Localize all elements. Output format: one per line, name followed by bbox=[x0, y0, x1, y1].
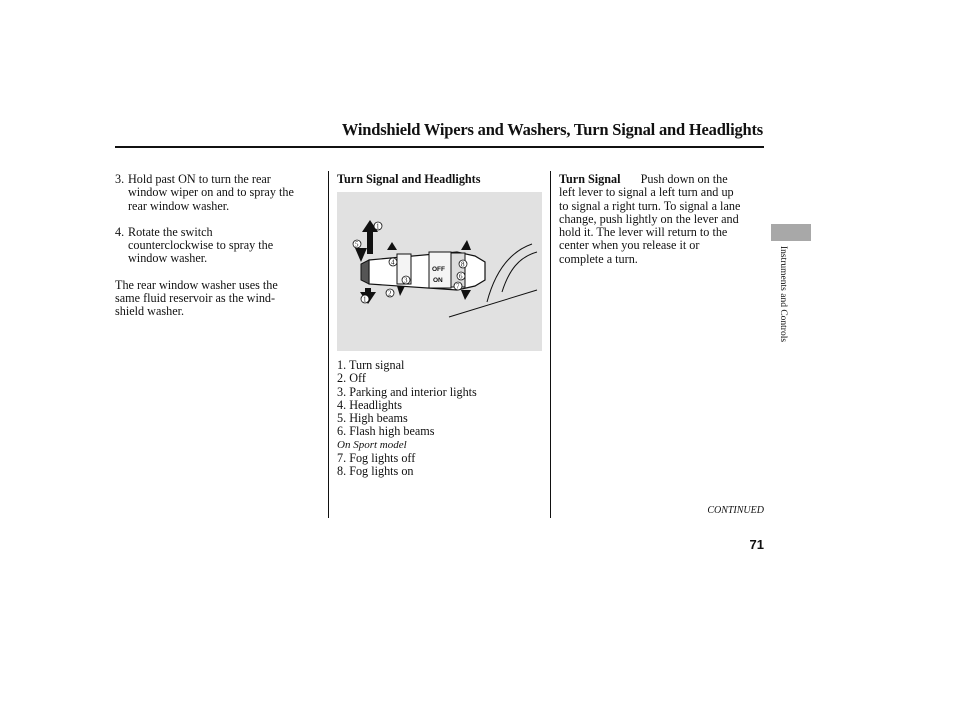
paragraph-line: same fluid reservoir as the wind- bbox=[115, 291, 276, 306]
lever-illustration bbox=[337, 192, 542, 351]
arrow-fog-off-icon bbox=[461, 290, 471, 300]
turn-signal-first-line bbox=[559, 173, 767, 186]
paragraph-line: hold it. The lever will return to the bbox=[559, 225, 728, 240]
list-item-line: window wiper on and to spray the bbox=[128, 185, 294, 200]
washer-paragraph bbox=[115, 279, 320, 319]
arrow-small-icon bbox=[387, 242, 397, 250]
legend-item: 1. Turn signal bbox=[337, 358, 405, 372]
list-item-number: 4. bbox=[115, 224, 125, 239]
callout-number: 1 bbox=[376, 222, 380, 231]
arrow-fog-on-icon bbox=[461, 240, 471, 250]
callout-number: 8 bbox=[461, 260, 465, 269]
list-item-line: Rotate the switch bbox=[128, 224, 213, 239]
page-number: 71 bbox=[749, 537, 764, 552]
callout-number: 3 bbox=[404, 276, 408, 285]
list-item-line: counterclockwise to spray the bbox=[128, 238, 274, 253]
paragraph-line: complete a turn. bbox=[559, 251, 638, 266]
callout-number: 1 bbox=[363, 295, 367, 304]
left-column bbox=[115, 173, 320, 319]
continued-label: CONTINUED bbox=[707, 505, 764, 516]
arrow-push-icon bbox=[355, 248, 367, 262]
callout-number: 4 bbox=[391, 258, 395, 267]
right-column bbox=[559, 173, 767, 266]
page-title: Windshield Wipers and Washers, Turn Signal and Headlights bbox=[341, 120, 763, 139]
callout-number: 5 bbox=[355, 240, 359, 249]
legend-item: 7. Fog lights off bbox=[337, 451, 416, 466]
legend-item: 8. Fog lights on bbox=[337, 464, 414, 479]
paragraph-line: Push down on the bbox=[640, 172, 728, 186]
switch-label-off: OFF bbox=[432, 266, 445, 273]
list-item bbox=[115, 173, 320, 213]
callout-number: 7 bbox=[456, 282, 460, 291]
title-divider bbox=[115, 146, 764, 148]
list-item-number: 3. bbox=[115, 172, 125, 186]
section-heading-turn-signal: Turn Signal bbox=[559, 172, 621, 186]
section-heading-turn-signal-headlights: Turn Signal and Headlights bbox=[337, 172, 481, 186]
paragraph-line: center when you release it or bbox=[559, 238, 700, 253]
column-divider-right bbox=[550, 171, 551, 518]
legend-model-note: On Sport model bbox=[337, 438, 407, 451]
paragraph-line: to signal a right turn. To signal a lane bbox=[559, 198, 741, 213]
lever-diagram bbox=[337, 192, 542, 351]
legend-item: 5. High beams bbox=[337, 411, 408, 426]
list-item-line: rear window washer. bbox=[128, 198, 230, 213]
legend-item: 2. Off bbox=[337, 371, 366, 386]
section-tab bbox=[771, 224, 811, 241]
list-item bbox=[115, 226, 320, 266]
switch-label-on: ON bbox=[433, 277, 443, 284]
legend-item: 4. Headlights bbox=[337, 397, 402, 412]
legend-item: 3. Parking and interior lights bbox=[337, 384, 477, 399]
list-item-line: Hold past ON to turn the rear bbox=[128, 172, 271, 186]
paragraph-line: change, push lightly on the lever and bbox=[559, 211, 739, 226]
paragraph-line: The rear window washer uses the bbox=[115, 277, 278, 292]
paragraph-line: shield washer. bbox=[115, 304, 185, 319]
figure-legend bbox=[337, 359, 542, 479]
list-item-line: window washer. bbox=[128, 251, 208, 266]
callout-number: 2 bbox=[388, 289, 392, 298]
column-divider-left bbox=[328, 171, 329, 518]
callout-number: 6 bbox=[459, 272, 463, 281]
arrow-small-icon bbox=[397, 286, 405, 296]
section-tab-label: Instruments and Controls bbox=[778, 246, 788, 343]
paragraph-line: left lever to signal a left turn and up bbox=[559, 185, 734, 200]
legend-item: 6. Flash high beams bbox=[337, 424, 435, 439]
